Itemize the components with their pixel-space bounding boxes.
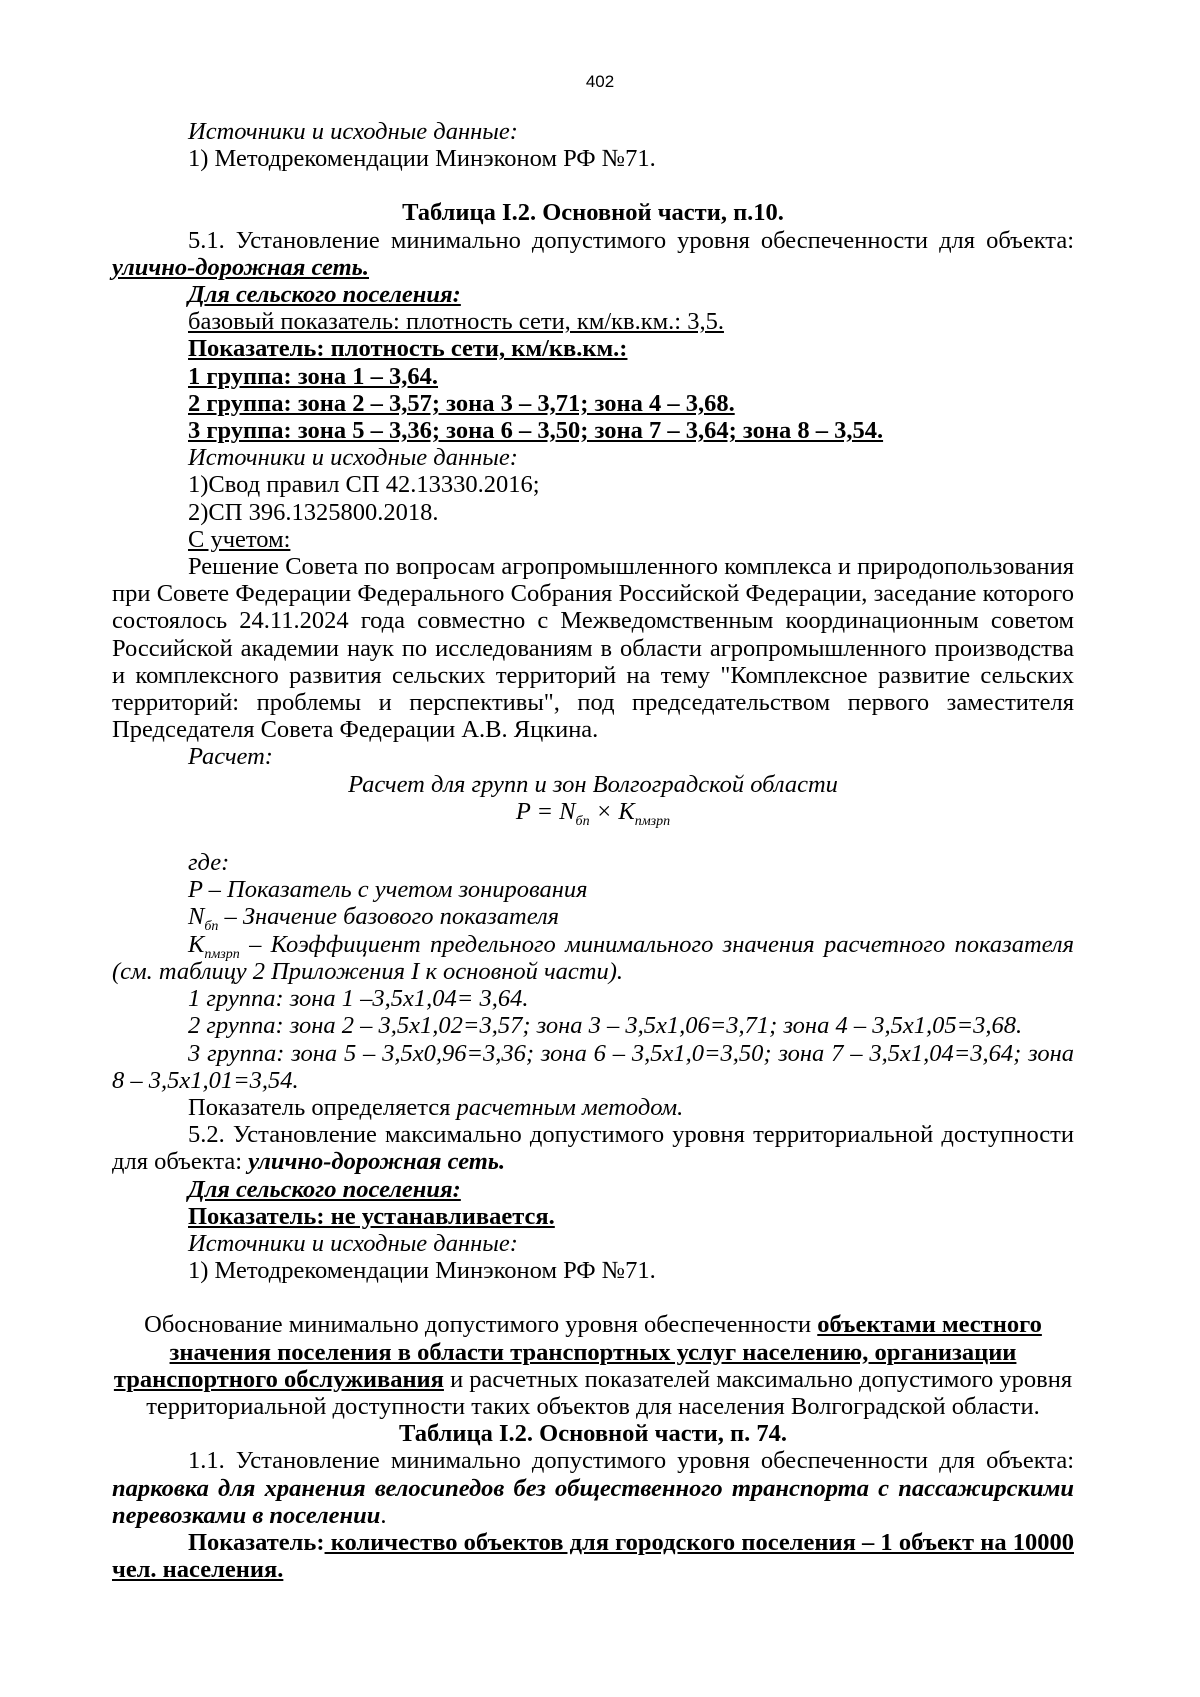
indicator-label: Показатель: (188, 1528, 325, 1556)
method-prefix: Показатель определяется (188, 1093, 457, 1121)
source-item: 1)Свод правил СП 42.13330.2016; (188, 471, 540, 499)
indicator-line: Показатель: не устанавливается. (188, 1202, 555, 1230)
symbol-sub: пмзрп (204, 946, 240, 962)
spacer (112, 1284, 1074, 1311)
source-item: 1) Методрекомендации Минэконом РФ №71. (188, 145, 656, 173)
group-line: 1 группа: зона 1 – 3,64. (188, 362, 439, 390)
item-suffix: . (380, 1501, 387, 1529)
formula-lhs: P = N (515, 797, 576, 825)
indicator-value: количество объектов для городского поселения – 1 объект на 10000 чел. населения. (112, 1528, 1074, 1584)
symbol-sub: бп (204, 919, 219, 935)
spacer (112, 825, 1074, 849)
formula-mid: × K (589, 797, 635, 825)
object-name: парковка для хранения велосипедов без общественного транспорта с пассажирскими перевозками в поселении (112, 1474, 1074, 1529)
rural-label: Для сельского поселения: (188, 281, 461, 309)
item-paragraph (112, 1447, 1074, 1529)
item-paragraph (112, 1121, 1074, 1175)
calc-title: Расчет для групп и зон Волгоградской области (348, 770, 838, 798)
source-item: 2)СП 396.1325800.2018. (188, 498, 439, 526)
definition (112, 903, 1074, 935)
symbol: N (188, 903, 205, 931)
table-title: Таблица I.2. Основной части, п.10. (402, 199, 784, 227)
calc-label: Расчет: (188, 743, 273, 771)
indicator-title: Показатель: плотность сети, км/кв.км.: (188, 335, 628, 363)
calc-line: 3 группа: зона 5 – 3,5х0,96=3,36; зона 6 – 3,5х1,0=3,50; зона 7 – 3,5х1,04=3,64; зона 8 – 3,5х1,01=3,54. (112, 1039, 1074, 1094)
indicator-paragraph (112, 1529, 1074, 1583)
formula (112, 797, 1074, 829)
source-item: 1) Методрекомендации Минэконом РФ №71. (188, 1257, 656, 1285)
definition-text: – Коэффициент предельного минимального значения расчетного показателя (см. таблицу 2 Приложения I к основной части). (112, 930, 1074, 985)
object-name: улично-дорожная сеть. (248, 1148, 506, 1176)
item-paragraph (112, 227, 1074, 281)
item-prefix: 5.1. Установление минимально допустимого уровня обеспеченности для объекта: (188, 226, 1074, 254)
intro-prefix: Обоснование минимально допустимого уровня обеспеченности (144, 1311, 818, 1339)
page-number: 402 (585, 72, 615, 91)
method-value: расчетным методом. (456, 1093, 684, 1121)
item-prefix: 1.1. Установление минимально допустимого уровня обеспеченности для объекта: (188, 1447, 1074, 1475)
group-line: 2 группа: зона 2 – 3,57; зона 3 – 3,71; зона 4 – 3,68. (188, 389, 735, 417)
group-line: 3 группа: зона 5 – 3,36; зона 6 – 3,50; зона 7 – 3,64; зона 8 – 3,54. (188, 417, 884, 445)
object-name: улично-дорожная сеть. (112, 253, 369, 281)
formula-sub: пмзрп (634, 813, 671, 829)
page-content (112, 118, 1074, 1583)
sources-label: Источники и исходные данные: (188, 118, 518, 145)
item-prefix: 5.2. Установление максимально допустимого уровня территориальной доступности для объекта: (112, 1121, 1074, 1176)
base-indicator: базовый показатель: плотность сети, км/кв.км.: 3,5. (188, 308, 724, 336)
considering-label: С учетом: (188, 525, 291, 553)
definition-text: – Значение базового показателя (218, 903, 560, 931)
intro-bold: объектами местного значения поселения в области транспортных услуг населению, организации транспортного обслуживания (113, 1311, 1042, 1393)
method-line (112, 1094, 1074, 1121)
formula-sub: бп (575, 813, 590, 829)
considering-text: Решение Совета по вопросам агропромышленного комплекса и природопользования при Совете Федерации Федерального Собрания Российской Федерации, заседание которого состоялось 24.11.2024 года совместно с Межведомственным координационным советом Российской академии наук по исследованиям в области агропромышленного производства и комплексного развития сельских территорий на тему "Комплексное развитие сельских территорий: проблемы и перспективы", под председательством первого заместителя Председателя Совета Федерации А.В. Яцкина. (112, 553, 1074, 744)
rural-label: Для сельского поселения: (188, 1175, 461, 1203)
intro-suffix: и расчетных показателей максимально допустимого уровня территориальной доступности таких объектов для населения Волгоградской области. (146, 1365, 1073, 1420)
where-label: где: (188, 849, 230, 877)
spacer (112, 172, 1074, 199)
sources-label: Источники и исходные данные: (188, 444, 518, 472)
definition (112, 931, 1074, 985)
symbol: K (188, 930, 205, 958)
calc-line: 1 группа: зона 1 –3,5х1,04= 3,64. (188, 985, 529, 1013)
calc-line: 2 группа: зона 2 – 3,5х1,02=3,57; зона 3 – 3,5х1,06=3,71; зона 4 – 3,5х1,05=3,68. (188, 1012, 1023, 1040)
definition: P – Показатель с учетом зонирования (188, 876, 588, 904)
table-title: Таблица I.2. Основной части, п. 74. (399, 1420, 787, 1448)
sources-label: Источники и исходные данные: (188, 1229, 518, 1257)
section-intro (112, 1311, 1074, 1420)
